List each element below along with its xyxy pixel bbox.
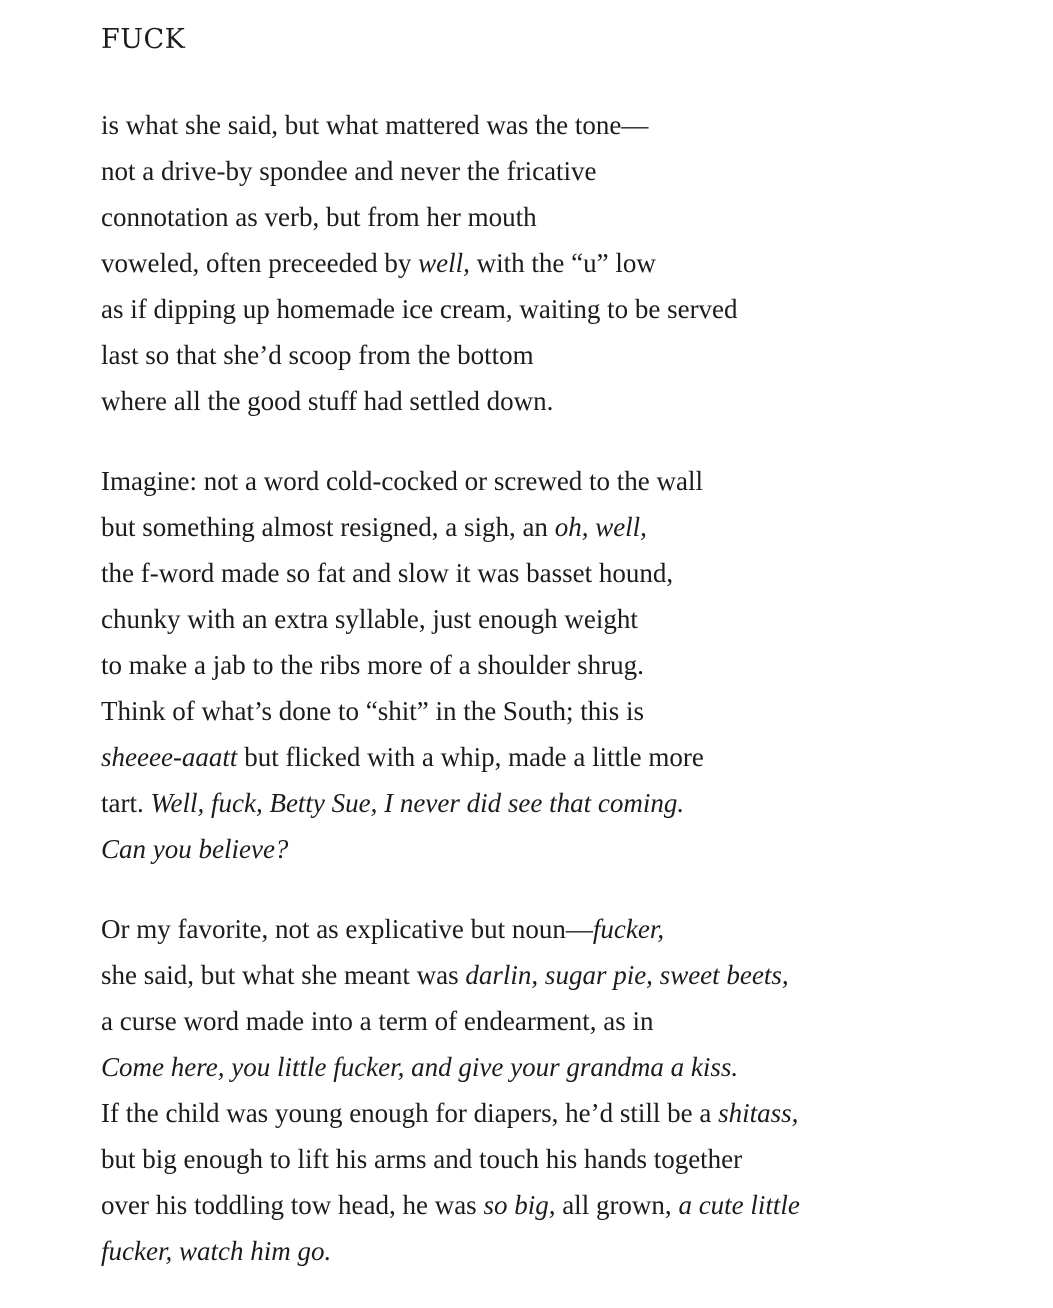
poem-line [101,1228,1001,1274]
line-text: voweled, often preceeded by [101,248,419,278]
italic-text: fucker, watch him go. [101,1236,332,1266]
line-text: the f-word made so fat and slow it was basset hound, [101,558,674,588]
line-text: a curse word made into a term of endearment, as in [101,1006,654,1036]
poem-line [101,148,1001,194]
poem-line [101,332,1001,378]
line-text: Think of what’s done to “shit” in the South; this is [101,696,644,726]
italic-text: oh, well, [554,512,647,542]
line-text: Imagine: not a word cold-cocked or screwed to the wall [101,466,704,496]
poem-line [101,826,1001,872]
line-text: she said, but what she meant was [101,960,466,990]
line-text: but something almost resigned, a sigh, an [101,512,555,542]
italic-text: sheeee-aaatt [101,742,238,772]
italic-text: darlin, sugar pie, sweet beets, [465,960,789,990]
poem-line [101,286,1001,332]
line-text: where all the good stuff had settled down. [101,386,554,416]
line-text: connotation as verb, but from her mouth [101,202,537,232]
italic-text: fucker, [592,914,665,944]
poem-line [101,240,1001,286]
poem-title: FUCK [101,24,186,55]
italic-text: shitass, [718,1098,799,1128]
poem-line [101,378,1001,424]
line-text: tart. [101,788,151,818]
poem-line [101,596,1001,642]
stanza [101,906,1001,1274]
italic-text: Come here, you little fucker, and give your grandma a kiss. [101,1052,739,1082]
italic-text: Well, fuck, Betty Sue, I never did see that coming. [150,788,685,818]
poem-line [101,1136,1001,1182]
line-text: not a drive-by spondee and never the fricative [101,156,597,186]
line-text: chunky with an extra syllable, just enough weight [101,604,638,634]
line-text: to make a jab to the ribs more of a shoulder shrug. [101,650,644,680]
italic-text: Can you believe? [101,834,289,864]
poem-line [101,458,1001,504]
line-text: with the “u” low [469,248,656,278]
poem-line [101,102,1001,148]
poem-line [101,952,1001,998]
italic-text: well, [418,248,470,278]
poem-line [101,1044,1001,1090]
poem-line [101,780,1001,826]
poem-line [101,504,1001,550]
line-text: as if dipping up homemade ice cream, waiting to be served [101,294,738,324]
stanza [101,458,1001,872]
poem-line [101,194,1001,240]
line-text: is what she said, but what mattered was the tone— [101,110,649,140]
line-text: If the child was young enough for diapers, he’d still be a [101,1098,719,1128]
poem-line [101,734,1001,780]
poem-line [101,998,1001,1044]
line-text: over his toddling tow head, he was [101,1190,484,1220]
line-text: Or my favorite, not as explicative but noun— [101,914,593,944]
italic-text: a cute little [678,1190,800,1220]
poem-line [101,688,1001,734]
line-text: all grown, [555,1190,679,1220]
poem-body [101,102,1001,1274]
poem-line [101,642,1001,688]
poem-line [101,550,1001,596]
italic-text: so big, [483,1190,556,1220]
line-text: but flicked with a whip, made a little more [237,742,704,772]
line-text: last so that she’d scoop from the bottom [101,340,534,370]
poem-line [101,1182,1001,1228]
stanza [101,102,1001,424]
poem-line [101,1090,1001,1136]
poem-line [101,906,1001,952]
line-text: but big enough to lift his arms and touch his hands together [101,1144,743,1174]
poem [101,22,1001,1308]
